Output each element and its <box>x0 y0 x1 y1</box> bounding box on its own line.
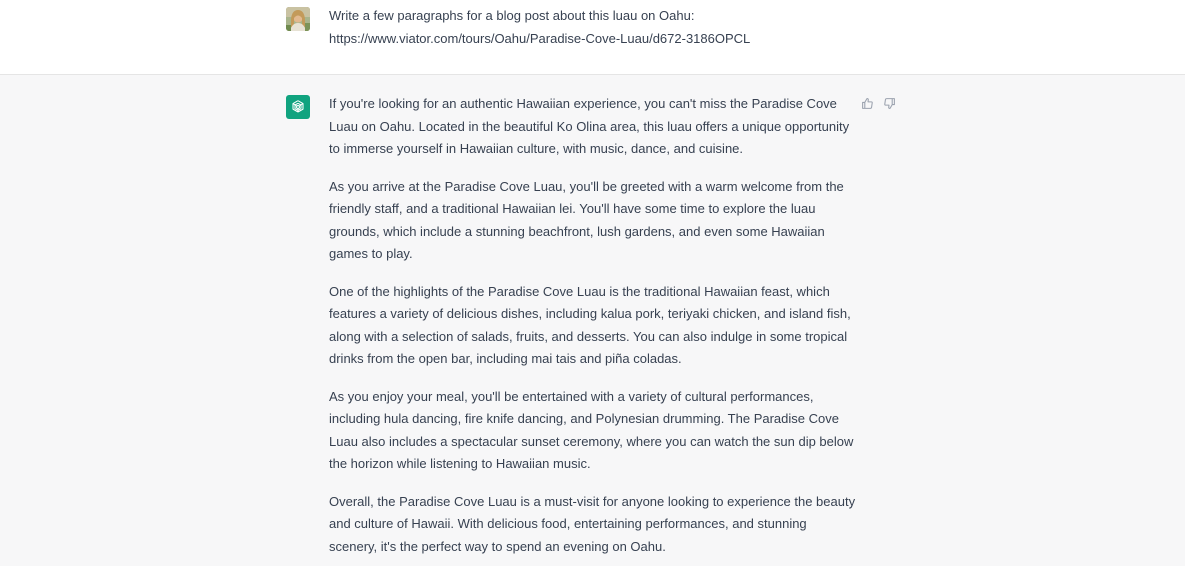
user-message-url: https://www.viator.com/tours/Oahu/Paradise-Cove-Luau/d672-3186OPCL <box>329 30 751 46</box>
assistant-paragraph-5: Overall, the Paradise Cove Luau is a must-visit for anyone looking to experience the beauty and culture of Hawaii. With delicious food, entertaining performances, and stunning scenery, it's the perfect way to spend an evening on Oahu. <box>329 493 856 554</box>
assistant-message <box>329 93 857 566</box>
assistant-paragraph-4: As you enjoy your meal, you'll be entertained with a variety of cultural performances, including hula dancing, fire knife dancing, and Polynesian drumming. The Paradise Cove Luau also includes a spectacular sunset ceremony, where you can watch the sun dip below the horizon while listening to Hawaiian music. <box>329 388 854 471</box>
user-message-line: Write a few paragraphs for a blog post about this luau on Oahu: <box>329 8 695 23</box>
assistant-avatar <box>286 95 310 119</box>
thumbs-down-icon <box>883 97 896 110</box>
assistant-paragraph-2: As you arrive at the Paradise Cove Luau, you'll be greeted with a warm welcome from the friendly staff, and a traditional Hawaiian lei. You'll have some time to explore the luau grounds, which include a stunning beachfront, lush gardens, and even some Hawaiian games to play. <box>329 178 844 261</box>
user-avatar <box>286 7 310 31</box>
user-avatar-photo <box>286 7 310 31</box>
assistant-paragraph-1: If you're looking for an authentic Hawaiian experience, you can't miss the Paradise Cove Luau on Oahu. Located in the beautiful Ko Olina area, this luau offers a unique opportunity to immerse yourself in Hawaiian culture, with music, dance, and cuisine. <box>329 96 850 156</box>
openai-logo-icon <box>290 99 306 115</box>
assistant-message-row <box>0 75 1185 565</box>
assistant-paragraph-3: One of the highlights of the Paradise Cove Luau is the traditional Hawaiian feast, which features a variety of delicious dishes, including kalua pork, teriyaki chicken, and island fish, along with a selection of salads, fruits, and desserts. You can also indulge in some tropical drinks from the open bar, including mai tais and piña coladas. <box>329 283 851 366</box>
user-message-row <box>0 0 1185 75</box>
feedback-buttons <box>860 96 896 110</box>
thumbs-up-button[interactable] <box>860 96 874 110</box>
user-message <box>329 5 857 50</box>
thumbs-down-button[interactable] <box>882 96 896 110</box>
thumbs-up-icon <box>861 97 874 110</box>
